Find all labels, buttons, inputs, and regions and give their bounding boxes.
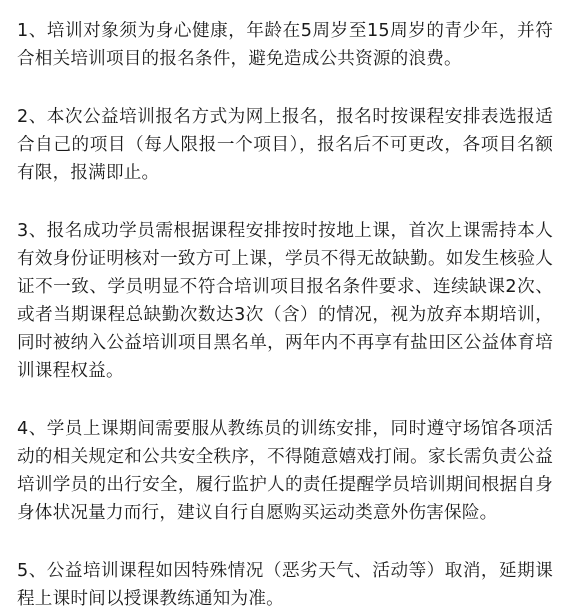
- rule-paragraph-5: 5、公益培训课程如因特殊情况（恶劣天气、活动等）取消，延期课程上课时间以授课教练通知为准。: [17, 561, 553, 609]
- rule-paragraph-2: 2、本次公益培训报名方式为网上报名，报名时按课程安排表选报适合自己的项目（每人限报一个项目），报名后不可更改，各项目名额有限，报满即止。: [17, 107, 553, 183]
- rule-paragraph-4: 4、学员上课期间需要服从教练员的训练安排，同时遵守场馆各项活动的相关规定和公共安全秩序，不得随意嬉戏打闹。家长需负责公益培训学员的出行安全，履行监护人的责任提醒学员培训期间根据自身身体状况量力而行，建议自行自愿购买运动类意外伤害保险。: [17, 419, 553, 523]
- rule-paragraph-1: 1、培训对象须为身心健康，年龄在5周岁至15周岁的青少年，并符合相关培训项目的报名条件，避免造成公共资源的浪费。: [17, 21, 553, 69]
- rule-paragraph-3: 3、报名成功学员需根据课程安排按时按地上课，首次上课需持本人有效身份证明核对一致方可上课，学员不得无故缺勤。如发生核验人证不一致、学员明显不符合培训项目报名条件要求、连续缺课2次、或者当期课程总缺勤次数达3次（含）的情况，视为放弃本期培训，同时被纳入公益培训项目黑名单，两年内不再享有盐田区公益体育培训课程权益。: [17, 221, 553, 381]
